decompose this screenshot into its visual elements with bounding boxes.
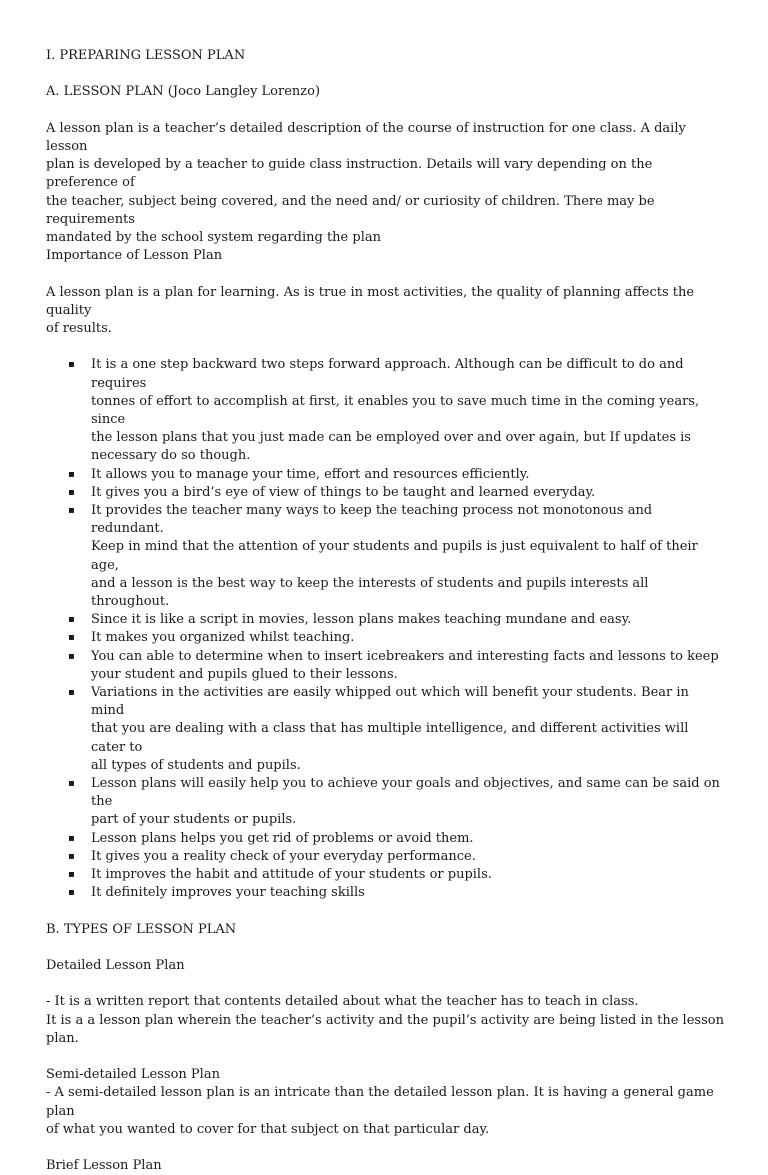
bullet-line: Keep in mind that the attention of your students and pupils is just equivalent to half of their age, xyxy=(91,539,698,573)
list-item xyxy=(46,611,726,629)
semi-detailed-lesson-plan-text xyxy=(46,1084,726,1139)
importance-bullet-list xyxy=(46,356,726,902)
paragraph-line: A lesson plan is a plan for learning. As is true in most activities, the quality of planning affects the quality xyxy=(46,284,695,318)
list-item xyxy=(46,775,726,830)
list-item xyxy=(46,484,726,502)
learning-paragraph xyxy=(46,284,726,339)
semi-detailed-lesson-plan-title: Semi-detailed Lesson Plan xyxy=(46,1067,220,1083)
list-item xyxy=(46,830,726,848)
bullet-icon: ▪ xyxy=(68,614,75,626)
list-item xyxy=(46,848,726,866)
bullet-icon: ▪ xyxy=(68,650,75,662)
bullet-icon: ▪ xyxy=(68,632,75,644)
bullet-line: Lesson plans will easily help you to achieve your goals and objectives, and same can be said on the xyxy=(91,776,720,810)
paragraph-line: of what you wanted to cover for that subject on that particular day. xyxy=(46,1121,490,1137)
section-a-heading: A. LESSON PLAN (Joco Langley Lorenzo) xyxy=(46,84,321,100)
detailed-lesson-plan-text xyxy=(46,993,726,1048)
list-item xyxy=(46,502,726,611)
bullet-icon: ▪ xyxy=(68,832,75,844)
bullet-icon: ▪ xyxy=(68,359,75,371)
section-b-heading: B. TYPES OF LESSON PLAN xyxy=(46,921,237,937)
bullet-line: your student and pupils glued to their lessons. xyxy=(91,666,398,682)
bullet-line: It improves the habit and attitude of your students or pupils. xyxy=(91,867,492,883)
bullet-icon: ▪ xyxy=(68,468,75,480)
list-item xyxy=(46,884,726,902)
paragraph-line: - It is a written report that contents detailed about what the teacher has to teach in class. xyxy=(46,994,639,1010)
bullet-line: It definitely improves your teaching skills xyxy=(91,885,365,901)
bullet-icon: ▪ xyxy=(68,778,75,790)
bullet-icon: ▪ xyxy=(68,887,75,899)
paragraph-line: A lesson plan is a teacher’s detailed description of the course of instruction for one class. A daily lesson xyxy=(46,120,686,154)
bullet-line: necessary do so though. xyxy=(91,448,251,464)
paragraph-line: the teacher, subject being covered, and the need and/ or curiosity of children. There may be requirements xyxy=(46,193,655,227)
paragraph-line: - A semi-detailed lesson plan is an intricate than the detailed lesson plan. It is having a general game plan xyxy=(46,1085,714,1119)
paragraph-line: mandated by the school system regarding the plan xyxy=(46,230,381,245)
list-item xyxy=(46,466,726,484)
detailed-lesson-plan-title: Detailed Lesson Plan xyxy=(46,958,185,974)
bullet-line: part of your students or pupils. xyxy=(91,812,297,828)
bullet-icon: ▪ xyxy=(68,486,75,498)
bullet-line: tonnes of effort to accomplish at first, it enables you to save much time in the coming years, since xyxy=(91,393,700,427)
main-heading: I. PREPARING LESSON PLAN xyxy=(46,48,246,63)
bullet-line: It gives you a reality check of your everyday performance. xyxy=(91,848,476,864)
bullet-line: that you are dealing with a class that has multiple intelligence, and different activities will cater to xyxy=(91,721,689,755)
list-item xyxy=(46,648,726,684)
bullet-line: It is a one step backward two steps forward approach. Although can be difficult to do and requires xyxy=(91,357,684,391)
list-item xyxy=(46,629,726,647)
paragraph-line: plan is developed by a teacher to guide class instruction. Details will vary depending on the preference of xyxy=(46,157,653,191)
bullet-icon: ▪ xyxy=(68,869,75,881)
bullet-line: and a lesson is the best way to keep the interests of students and pupils interests all throughout. xyxy=(91,575,649,610)
bullet-line: Since it is like a script in movies, lesson plans makes teaching mundane and easy. xyxy=(91,612,632,628)
bullet-icon: ▪ xyxy=(68,687,75,699)
list-item xyxy=(46,866,726,884)
bullet-icon: ▪ xyxy=(68,505,75,517)
document-page xyxy=(46,47,726,1175)
bullet-line: It gives you a bird’s eye of view of things to be taught and learned everyday. xyxy=(91,484,596,500)
bullet-line: Lesson plans helps you get rid of problems or avoid them. xyxy=(91,830,474,846)
bullet-line: all types of students and pupils. xyxy=(91,757,301,773)
brief-lesson-plan-title: Brief Lesson Plan xyxy=(46,1158,162,1174)
list-item xyxy=(46,356,726,465)
paragraph-line: It is a a lesson plan wherein the teacher’s activity and the pupil’s activity are being listed in the lesson xyxy=(46,1012,724,1028)
bullet-line: It allows you to manage your time, effort and resources efficiently. xyxy=(91,466,530,482)
bullet-line: It provides the teacher many ways to keep the teaching process not monotonous and redundant. xyxy=(91,503,653,537)
bullet-line: the lesson plans that you just made can be employed over and over again, but If updates is xyxy=(91,430,691,446)
bullet-icon: ▪ xyxy=(68,850,75,862)
bullet-line: Variations in the activities are easily whipped out which will benefit your students. Bear in mind xyxy=(91,685,689,719)
importance-heading: Importance of Lesson Plan xyxy=(46,248,223,264)
list-item xyxy=(46,684,726,775)
paragraph-line: plan. xyxy=(46,1030,79,1046)
intro-paragraph xyxy=(46,120,726,247)
bullet-line: You can able to determine when to insert icebreakers and interesting facts and lessons to keep xyxy=(91,648,719,664)
bullet-line: It makes you organized whilst teaching. xyxy=(91,630,355,646)
paragraph-line: of results. xyxy=(46,321,112,336)
